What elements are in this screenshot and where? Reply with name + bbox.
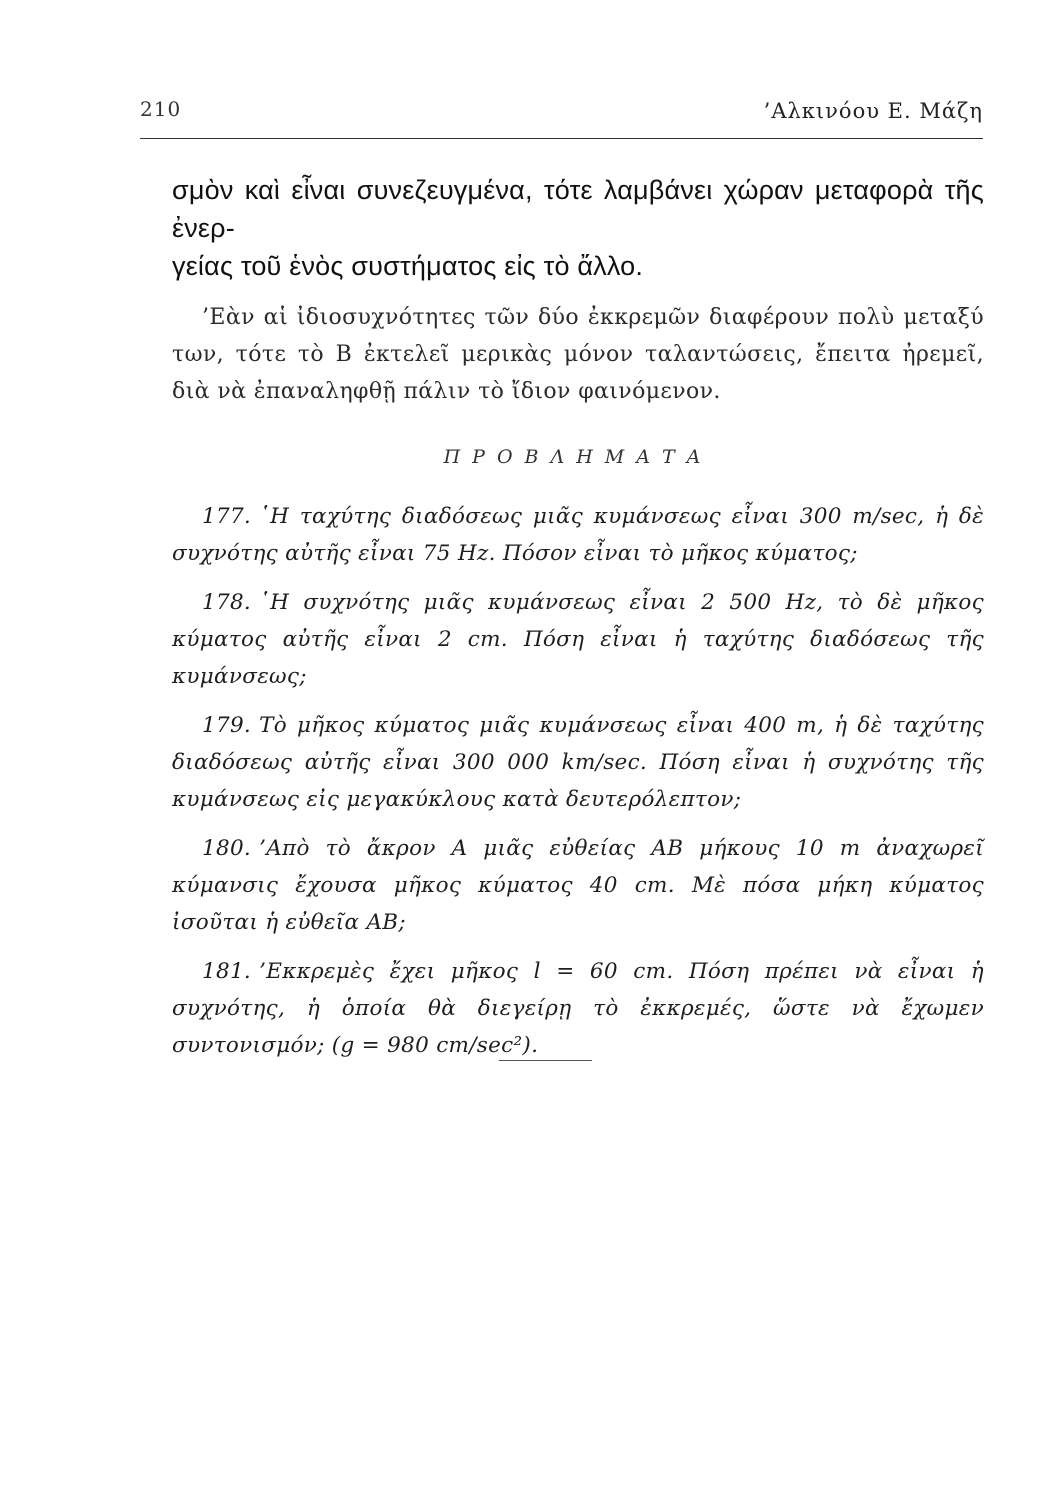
problem-text: ῾Η ταχύτης διαδόσεως μιᾶς κυμάνσεως εἶναι 300 m/sec, ἡ δὲ συχνότης αὐτῆς εἶναι 75 Hz. Πόσον εἶναι τὸ μῆκος κύματος;: [172, 504, 984, 566]
problem-number: 178.: [202, 590, 252, 615]
problem-item: [172, 830, 984, 941]
problem-text: ’Εκκρεμὲς ἔχει μῆκος l = 60 cm. Πόση πρέπει νὰ εἶναι ἡ συχνότης, ἡ ὁποία θὰ διεγείρῃ τὸ ἐκκρεμές, ὥστε νὰ ἔχωμεν συντονισμόν; (g = 980 cm/sec²).: [172, 959, 984, 1058]
problem-item: [172, 498, 984, 572]
problem-item: [172, 707, 984, 818]
intro-line-1: σμὸν καὶ εἶναι συνεζευγμένα, τότε λαμβάνει χώραν μεταφορὰ τῆς ἐνερ-: [172, 175, 984, 243]
end-of-section-rule: [499, 1060, 592, 1061]
problem-text: Τὸ μῆκος κύματος μιᾶς κυμάνσεως εἶναι 400 m, ἡ δὲ ταχύτης διαδόσεως αὐτῆς εἶναι 300 000 km/sec. Πόση εἶναι ἡ συχνότης τῆς κυμάνσεως εἰς μεγακύκλους κατὰ δευτερόλεπτον;: [172, 713, 984, 812]
section-title: ΠΡΟΒΛΗΜΑΤΑ: [443, 446, 713, 468]
problem-number: 179.: [202, 713, 252, 738]
intro-line-2: γείας τοῦ ἑνὸς συστήματος εἰς τὸ ἄλλο.: [172, 251, 644, 281]
header-rule: [140, 138, 983, 139]
problem-list: [172, 498, 984, 1064]
problem-item: [172, 584, 984, 695]
intro-paragraph: [172, 171, 984, 285]
problem-text: ῾Η συχνότης μιᾶς κυμάνσεως εἶναι 2 500 Hz, τὸ δὲ μῆκος κύματος αὐτῆς εἶναι 2 cm. Πόση εἶναι ἡ ταχύτης διαδόσεως τῆς κυμάνσεως;: [172, 590, 984, 689]
problem-number: 180.: [202, 836, 252, 861]
problem-item: [172, 953, 984, 1064]
body-text: [172, 171, 984, 1076]
problem-text: ’Απὸ τὸ ἄκρον Α μιᾶς εὐθείας ΑΒ μήκους 10 m ἀναχωρεῖ κύμανσις ἔχουσα μῆκος κύματος 40 cm. Μὲ πόσα μήκη κύματος ἰσοῦται ἡ εὐθεῖα ΑΒ;: [172, 836, 984, 935]
problem-number: 181.: [202, 959, 252, 984]
problem-number: 177.: [202, 504, 252, 529]
running-head: ’Αλκινόου Ε. Μάζη: [763, 99, 983, 123]
intro-paragraph-2: ’Εὰν αἱ ἰδιοσυχνότητες τῶν δύο ἐκκρεμῶν διαφέρουν πολὺ μεταξύ των, τότε τὸ Β ἐκτελεῖ μερικὰς μόνον ταλαντώσεις, ἔπειτα ἠρεμεῖ, διὰ νὰ ἐπαναληφθῇ πάλιν τὸ ἴδιον φαινόμενον.: [172, 305, 984, 404]
page-number: 210: [140, 97, 182, 121]
page-header: [140, 97, 983, 137]
